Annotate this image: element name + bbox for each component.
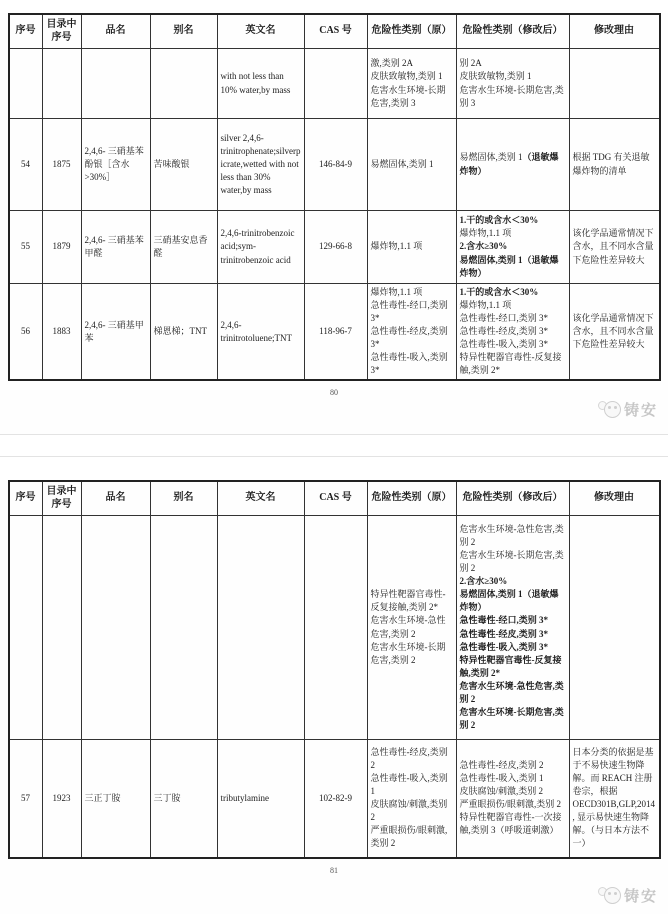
column-header: 别名	[150, 481, 217, 516]
table-cell	[150, 49, 217, 119]
column-header: 品名	[81, 481, 150, 516]
table-cell	[217, 119, 304, 211]
watermark-2	[598, 885, 658, 906]
cell-line: 急性毒性-吸入,类别 3*	[459, 339, 548, 350]
column-header: CAS 号	[304, 481, 367, 516]
table-cell	[42, 516, 81, 740]
table-cell	[456, 516, 569, 740]
table-cell	[367, 119, 456, 211]
cell-line: 特异性靶器官毒性-反复接触,类别 2*	[370, 589, 446, 613]
cell-line: 1883	[52, 326, 71, 337]
table-cell	[367, 49, 456, 119]
cell-line: 129-66-8	[319, 241, 352, 252]
cell-line: 56	[21, 326, 30, 337]
table-cell	[367, 740, 456, 858]
table-cell	[81, 49, 150, 119]
column-header: 危险性类别（原）	[367, 481, 456, 516]
table-cell	[42, 49, 81, 119]
table-row	[9, 119, 660, 211]
column-header: 品名	[81, 14, 150, 49]
column-header: CAS 号	[304, 14, 367, 49]
cell-line: 2,4,6- 三硝基甲苯	[84, 319, 144, 343]
table-cell	[42, 740, 81, 858]
cell-line: 急性毒性-经皮,类别 2	[459, 760, 544, 771]
cell-line: 爆炸物,1.1 项	[459, 228, 512, 239]
column-header: 序号	[9, 481, 43, 516]
table-cell	[81, 284, 150, 381]
header-row	[9, 14, 660, 49]
hazard-classification-table-2	[8, 480, 661, 859]
cell-line: 急性毒性-吸入,类别 1	[459, 773, 544, 784]
cell-line: 102-82-9	[319, 792, 352, 803]
table-cell	[367, 516, 456, 740]
column-header: 修改理由	[569, 14, 660, 49]
column-header: 英文名	[217, 14, 304, 49]
watermark-panda-face-icon	[604, 401, 621, 418]
cell-line: 日本分类的依据是基于不易快速生物降解。而 REACH 注册卷宗，根据 OECD301B,GLP,2014, 显示易快速生物降解。（与日本方法不一）	[572, 747, 656, 849]
cell-line: 146-84-9	[319, 158, 352, 169]
table-cell	[150, 516, 217, 740]
watermark-panda-ear-icon	[598, 401, 607, 410]
table-cell	[150, 119, 217, 211]
watermark-text: 铸安	[623, 403, 658, 419]
watermark-panda-face-icon	[604, 887, 621, 904]
table-cell	[9, 516, 43, 740]
table-cell	[456, 49, 569, 119]
cell-line: 特异性靶器官毒性-反复接触,类别 2*	[459, 352, 562, 376]
table-cell	[81, 211, 150, 284]
cell-line: 急性毒性-吸入,类别 3*	[459, 641, 548, 652]
table-cell	[569, 740, 660, 858]
cell-line: 急性毒性-经皮,类别 3*	[370, 326, 448, 350]
cell-line: 别 2A	[459, 58, 482, 69]
table-cell	[569, 211, 660, 284]
cell-line: 危害水生环境-长期危害,类别 2	[459, 706, 564, 730]
watermark-text: 铸安	[623, 889, 658, 905]
table-cell	[9, 284, 43, 381]
table-cell	[217, 740, 304, 858]
table-cell	[569, 516, 660, 740]
table-cell	[456, 284, 569, 381]
cell-line: 急性毒性-经皮,类别 3*	[459, 326, 548, 337]
cell-line: 2,4,6-trinitrobenzoic acid;sym-trinitrobenzoic acid	[220, 228, 295, 265]
cell-line: 急性毒性-经皮,类别 2	[370, 747, 448, 771]
cell-line: 2,4,6-trinitrotoluene;TNT	[220, 319, 292, 343]
cell-line: silver 2,4,6-trinitrophenate;silverpicrate,wetted with not less than 30% water,by mass	[220, 132, 301, 196]
table-cell	[217, 49, 304, 119]
table-row	[9, 284, 660, 381]
column-header: 危险性类别（原）	[367, 14, 456, 49]
cell-line: 易燃固体,类别 1	[370, 158, 434, 169]
table-cell	[217, 284, 304, 381]
cell-line: 危害水生环境-急性危害,类别 2	[370, 615, 446, 639]
cell-line: 2,4,6- 三硝基苯酚银［含水>30%］	[84, 145, 144, 183]
cell-line: 皮肤腐蚀/刺激,类别 2	[370, 799, 448, 823]
cell-line: 1875	[52, 158, 71, 169]
cell-line: 皮肤致敏物,类别 1	[459, 71, 532, 82]
cell-line: 危害水生环境-急性危害,类别 2	[459, 680, 564, 704]
cell-line: with not less than 10% water,by mass	[220, 71, 291, 95]
cell-line: 该化学品通常情况下含水，且不同水含量下危险性差异较大	[572, 313, 654, 350]
table-cell	[81, 119, 150, 211]
cell-line: 急性毒性-经口,类别 3*	[459, 313, 548, 324]
watermark-1	[598, 399, 658, 420]
table-row	[9, 516, 660, 740]
table-cell	[42, 119, 81, 211]
cell-line: 三丁胺	[153, 792, 181, 803]
table-cell	[456, 740, 569, 858]
column-header: 修改理由	[569, 481, 660, 516]
document-page-1	[0, 13, 668, 435]
table-cell	[367, 284, 456, 381]
table-cell	[304, 211, 367, 284]
table-cell	[569, 49, 660, 119]
cell-line: 危害水生环境-长期危害,类别 2	[370, 641, 446, 665]
cell-line: 易燃固体,类别 1（退敏爆炸物）	[459, 254, 559, 278]
cell-line: 爆炸物,1.1 项	[370, 287, 423, 297]
cell-line: 急性毒性-吸入,类别 1	[370, 773, 448, 797]
header-row	[9, 481, 660, 516]
cell-line: 皮肤致敏物,类别 1	[370, 71, 443, 82]
cell-line: 严重眼损伤/眼刺激,类别 2	[370, 825, 448, 849]
table-cell	[456, 211, 569, 284]
table-row	[9, 740, 660, 858]
table-cell	[569, 284, 660, 381]
table-cell	[304, 516, 367, 740]
page-number-2: 81	[330, 865, 338, 875]
table-cell	[9, 211, 43, 284]
table-cell	[456, 119, 569, 211]
document-viewer	[0, 13, 668, 905]
table-cell	[569, 119, 660, 211]
cell-line: 特异性靶器官毒性-一次接触,类别 3（呼吸道刺激）	[459, 812, 562, 836]
column-header: 英文名	[217, 481, 304, 516]
table-cell	[367, 211, 456, 284]
column-header: 序号	[9, 14, 43, 49]
table-cell	[81, 740, 150, 858]
cell-line: 1.干的或含水＜30%	[459, 287, 539, 297]
table-cell	[42, 211, 81, 284]
cell-line: 该化学品通常情况下含水，且不同水含量下危险性差异较大	[572, 228, 654, 265]
table-cell	[42, 284, 81, 381]
cell-line: 急性毒性-吸入,类别 3*	[370, 352, 448, 376]
table-row	[9, 211, 660, 284]
cell-line: 激,类别 2A	[370, 58, 413, 69]
cell-line: 急性毒性-经口,类别 3*	[370, 300, 448, 324]
column-header: 目录中序号	[42, 481, 81, 516]
cell-line: 57	[21, 792, 30, 803]
column-header: 危险性类别（修改后）	[456, 481, 569, 516]
cell-line: 2,4,6- 三硝基苯甲醛	[84, 234, 144, 258]
table-cell	[304, 119, 367, 211]
table-cell	[150, 284, 217, 381]
column-header: 危险性类别（修改后）	[456, 14, 569, 49]
cell-line: 危害水生环境-急性危害,类别 2	[459, 524, 564, 548]
cell-line: 爆炸物,1.1 项	[459, 300, 512, 311]
column-header: 目录中序号	[42, 14, 81, 49]
cell-line: 三正丁胺	[84, 792, 121, 803]
document-page-2	[0, 480, 668, 914]
cell-line: 易燃固体,类别 1（退敏爆炸物）	[459, 152, 559, 176]
column-header: 别名	[150, 14, 217, 49]
table-cell	[9, 49, 43, 119]
cell-line: 根据 TDG 有关退敏爆炸物的清单	[572, 152, 650, 176]
cell-line: 55	[21, 241, 30, 252]
cell-line: 三硝基安息香醛	[153, 234, 208, 258]
cell-line: 急性毒性-经皮,类别 3*	[459, 628, 548, 639]
table-cell	[9, 119, 43, 211]
cell-line: 54	[21, 158, 30, 169]
hazard-classification-table-1	[8, 13, 661, 381]
cell-line: 2.含水≥30%	[459, 576, 508, 587]
cell-line: 1.干的或含水＜30%	[459, 215, 539, 226]
watermark-panda-ear-icon	[598, 887, 607, 896]
cell-line: tributylamine	[220, 792, 269, 803]
cell-line: 1879	[52, 241, 71, 252]
cell-line: 危害水生环境-长期危害,类别 3	[459, 84, 564, 108]
cell-line: 严重眼损伤/眼刺激,类别 2	[459, 799, 562, 810]
cell-line: 118-96-7	[319, 326, 352, 337]
cell-line: 梯恩梯；TNT	[153, 326, 207, 337]
cell-line: 1923	[52, 792, 71, 803]
page-gap	[0, 435, 668, 457]
table-cell	[304, 740, 367, 858]
table-cell	[304, 49, 367, 119]
cell-line: 危害水生环境-长期危害,类别 2	[459, 550, 564, 574]
cell-line: 急性毒性-经口,类别 3*	[459, 615, 548, 626]
table-cell	[9, 740, 43, 858]
table-cell	[81, 516, 150, 740]
cell-line: 爆炸物,1.1 项	[370, 241, 423, 252]
cell-line: 苦味酸银	[153, 158, 190, 169]
cell-line: 易燃固体,类别 1（退敏爆炸物）	[459, 589, 559, 613]
table-cell	[217, 516, 304, 740]
table-cell	[150, 740, 217, 858]
table-cell	[150, 211, 217, 284]
cell-line: 危害水生环境-长期危害,类别 3	[370, 84, 446, 108]
page-number-1: 80	[330, 388, 338, 398]
table-row	[9, 49, 660, 119]
table-cell	[304, 284, 367, 381]
cell-line: 2.含水≥30%	[459, 241, 508, 252]
table-cell	[217, 211, 304, 284]
cell-line: 特异性靶器官毒性-反复接触,类别 2*	[459, 654, 562, 678]
cell-line: 皮肤腐蚀/刺激,类别 2	[459, 786, 544, 797]
